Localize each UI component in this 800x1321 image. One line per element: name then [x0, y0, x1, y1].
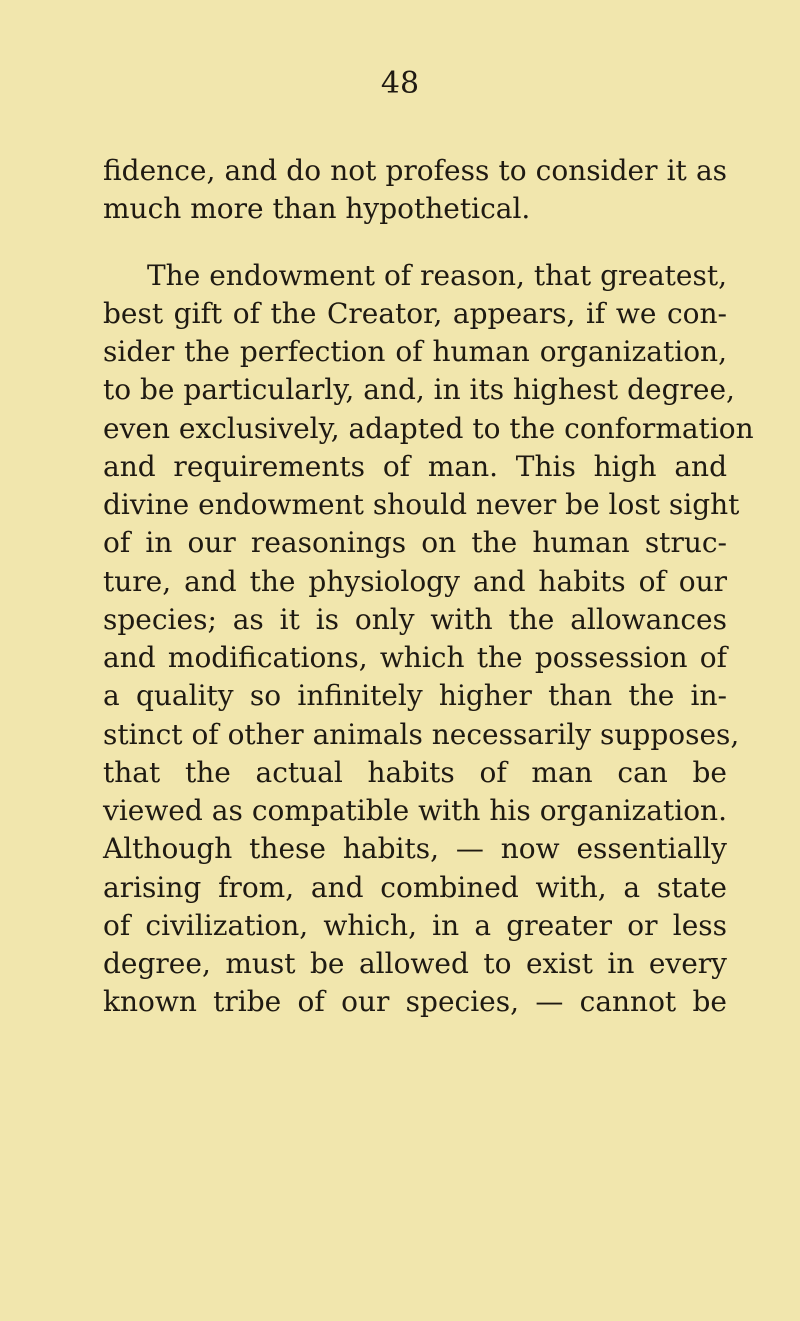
- page-number: 48: [380, 66, 420, 101]
- paragraph: [103, 152, 727, 229]
- text-line: arising from, and combined with, a state: [103, 870, 727, 904]
- text-line: The endowment of reason, that greatest,: [147, 258, 727, 292]
- text-line: best gift of the Creator, appears, if we con-: [103, 296, 727, 330]
- text-line: divine endowment should never be lost sight: [103, 488, 740, 521]
- text-line: even exclusively, adapted to the conformation: [103, 411, 754, 445]
- text-line: degree, must be allowed to exist in every: [103, 947, 727, 980]
- text-line: stinct of other animals necessarily supposes,: [103, 717, 740, 751]
- text-line: sider the perfection of human organization,: [103, 335, 727, 368]
- text-line: fidence, and do not profess to consider it as: [103, 154, 727, 187]
- text-line: viewed as compatible with his organization.: [103, 794, 727, 827]
- text-line: Although these habits, — now essentially: [103, 832, 727, 866]
- paragraph: [103, 257, 754, 1022]
- body-text: [103, 152, 754, 1022]
- text-line: and requirements of man. This high and: [103, 449, 727, 483]
- text-line: a quality so infinitely higher than the in-: [103, 679, 727, 713]
- text-line: of in our reasonings on the human struc-: [103, 526, 727, 560]
- text-line: known tribe of our species, — cannot be: [103, 985, 727, 1019]
- text-line: much more than hypothetical.: [103, 192, 531, 226]
- text-line: of civilization, which, in a greater or less: [103, 908, 727, 942]
- text-line: that the actual habits of man can be: [103, 755, 727, 789]
- text-line: and modifications, which the possession of: [103, 641, 727, 674]
- text-line: ture, and the physiology and habits of our: [103, 564, 727, 598]
- text-line: to be particularly, and, in its highest degree,: [103, 373, 735, 407]
- text-line: species; as it is only with the allowances: [103, 602, 727, 636]
